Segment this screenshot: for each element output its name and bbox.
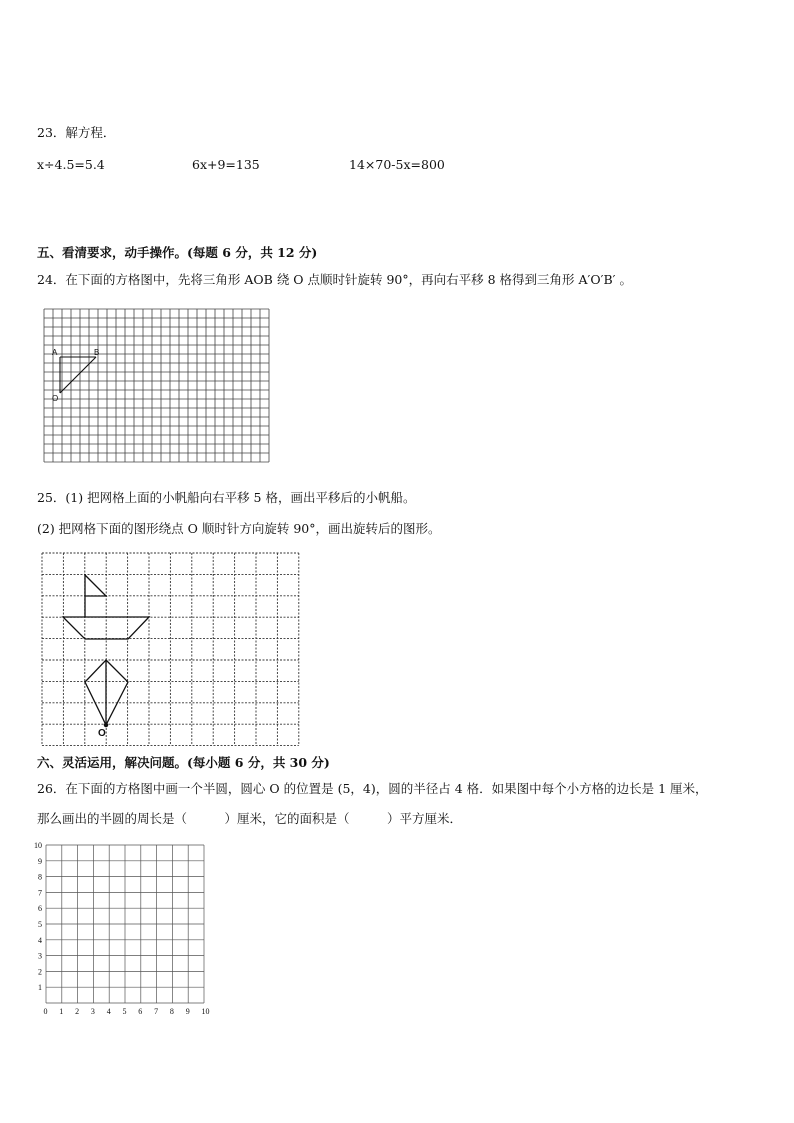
kite-shape	[85, 660, 128, 727]
q24-text: 24．在下面的方格图中，先将三角形 AOB 绕 O 点顺时针旋转 90°，再向右平移 8 格得到三角形 A′O′B′ 。	[37, 272, 632, 287]
x-tick-label: 4	[106, 1007, 111, 1016]
label-o: O	[52, 394, 59, 403]
equation-1: x÷4.5=5.4	[37, 157, 105, 172]
triangle-aob	[60, 357, 96, 393]
x-tick-label: 1	[59, 1007, 64, 1016]
section-6-heading: 六、灵活运用，解决问题。(每小题 6 分，共 30 分)	[37, 755, 330, 770]
x-tick-label: 6	[138, 1007, 143, 1016]
y-tick-label: 5	[38, 920, 42, 929]
section-5-heading: 五、看清要求，动手操作。(每题 6 分，共 12 分)	[37, 245, 318, 260]
y-tick-label: 9	[38, 856, 42, 866]
q25-line-2: (2) 把网格下面的图形绕点 O 顺时针方向旋转 90°，画出旋转后的图形。	[37, 521, 441, 536]
x-tick-label: 7	[154, 1007, 159, 1016]
label-o: O	[98, 728, 106, 739]
x-tick-label: 9	[185, 1007, 190, 1016]
q26-line-2: 那么画出的半圆的周长是（ ）厘米，它的面积是（ ）平方厘米．	[37, 811, 463, 826]
equation-3: 14×70-5x=800	[349, 157, 445, 172]
label-b: B	[94, 348, 100, 357]
y-tick-label: 2	[38, 967, 42, 977]
y-tick-label: 7	[38, 888, 42, 898]
point-o	[104, 723, 107, 726]
y-tick-label: 4	[38, 935, 42, 945]
q23-title: 23．解方程．	[37, 125, 116, 140]
q24-grid	[44, 309, 270, 465]
x-tick-label: 3	[90, 1007, 95, 1016]
x-tick-label: 10	[201, 1007, 210, 1016]
y-tick-label: 8	[38, 872, 42, 882]
sailboat-sail	[85, 575, 106, 617]
q26-grid	[32, 840, 217, 1020]
x-tick-label: 5	[122, 1007, 127, 1016]
label-a: A	[52, 348, 58, 357]
x-tick-label: 0	[43, 1007, 48, 1016]
y-tick-label: 10	[34, 841, 42, 850]
y-tick-label: 1	[38, 983, 42, 993]
q25-line-1: 25．(1) 把网格上面的小帆船向右平移 5 格，画出平移后的小帆船。	[37, 490, 416, 505]
q26-line-1: 26．在下面的方格图中画一个半圆，圆心 O 的位置是 (5，4)，圆的半径占 4 格．如果图中每个小方格的边长是 1 厘米，	[37, 781, 708, 796]
y-tick-label: 3	[38, 951, 42, 961]
side-ob	[60, 357, 96, 393]
q25-grid	[42, 553, 300, 747]
equation-2: 6x+9=135	[192, 157, 260, 172]
x-tick-label: 2	[75, 1007, 80, 1016]
y-tick-label: 6	[38, 904, 42, 914]
x-tick-label: 8	[169, 1007, 174, 1016]
